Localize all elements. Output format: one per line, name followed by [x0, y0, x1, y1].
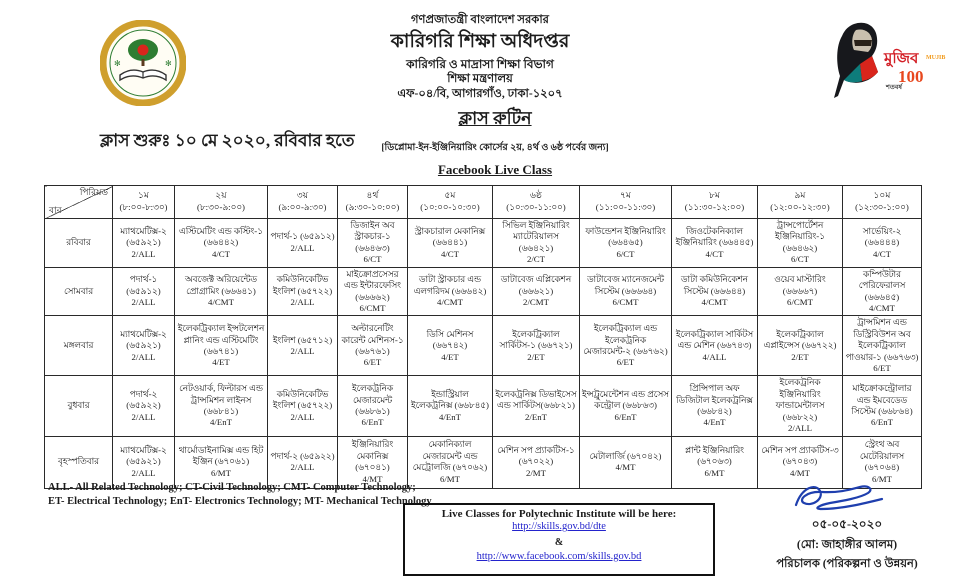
table-row [45, 376, 922, 436]
division-line: কারিগরি ও মাদ্রাসা শিক্ষা বিভাগ [406, 56, 554, 71]
subject-name: পদার্থ-১ (৬৫৯১২) [270, 231, 335, 242]
period-name: ২য় [215, 190, 227, 201]
subject-name: মেশিন সপ প্র্যাকটিস-৩ (৬৭০৪৩) [761, 444, 839, 467]
subject-name: ডাটা কমিউনিকেশন সিস্টেম (৬৬৬৪৪) [681, 274, 748, 296]
subject-name: ম্যাথমেটিক্স-২ (৬৫৯২১) [120, 225, 167, 248]
class-cell [493, 267, 580, 316]
class-cell [580, 376, 672, 436]
subject-name: পদার্থ-১ (৬৫৯১২) [126, 274, 161, 296]
semester-technology: 4/CT [211, 248, 231, 259]
semester-technology: 4/MT [362, 473, 383, 484]
semester-technology: 6/EnT [614, 411, 637, 422]
class-cell [580, 267, 672, 316]
class-cell [408, 316, 493, 376]
subject-name: ইলেকট্রিক্যাল এন্ড ইলেকট্রনিক মেজারমেন্ট-২ (৬৬৭৬২) [583, 323, 668, 356]
subject-name: পদার্থ-২ (৬৫৯২২) [270, 450, 335, 461]
dte-logo [100, 20, 186, 106]
subject-name: ইংলিশ (৬৫৭১২) [272, 334, 333, 345]
class-cell [175, 376, 268, 436]
semester-technology: 4/CMT [437, 297, 463, 308]
class-cell [175, 267, 268, 316]
class-cell [113, 376, 175, 436]
class-cell [408, 267, 493, 316]
class-start-note: ক্লাস শুরুঃ ১০ মে ২০২০, রবিবার হতে [100, 131, 355, 151]
day-label: বুধবার [45, 376, 113, 436]
facebook-live-label: Facebook Live Class [437, 162, 553, 178]
routine-body [45, 219, 922, 489]
semester-technology: 4/CMT [869, 302, 895, 313]
subject-name: কমিউনিকেটিভ ইংলিশ (৬৫৭২২) [272, 388, 333, 411]
class-cell [175, 219, 268, 268]
class-cell [493, 316, 580, 376]
period-name: ৩য় [296, 190, 309, 201]
semester-technology: 2/ALL [290, 242, 315, 253]
semester-technology: 2/ALL [788, 423, 812, 434]
mujib-word-en: MUJIB [926, 55, 946, 61]
semester-technology: 2/CMT [523, 297, 549, 308]
subject-name: ইলেকট্রিক্যাল ইন্সটলেশন প্লানিং এন্ড এস্টিমেটিং (৬৬৭৪১) [177, 323, 265, 356]
semester-technology: 2/ALL [290, 462, 315, 473]
semester-technology: 6/CT [363, 254, 382, 265]
period-name: ৯ম [794, 190, 806, 201]
period-header-9 [758, 186, 843, 219]
table-row [45, 267, 922, 316]
class-cell [113, 219, 175, 268]
day-label: বৃহস্পতিবার [45, 436, 113, 488]
semester-technology: 4/CT [705, 248, 724, 259]
day-label: সোমবার [45, 267, 113, 316]
subject-name: এস্টিমেটিং এন্ড কস্টিং-১ (৬৬৪৪২) [179, 225, 263, 248]
subject-name: প্লান্ট ইঞ্জিনিয়ারিং (৬৭০৬৩) [685, 444, 744, 467]
semester-technology: 6/CT [616, 248, 635, 259]
period-header-2 [175, 186, 268, 219]
subject-name: ডাটা স্ট্রাকচার এন্ড এলগরিদম (৬৬৬৪২) [413, 274, 487, 296]
semester-technology: 4/CT [872, 248, 892, 259]
subject-name: ইলেকট্রিক্যাল সার্কিটস-১ (৬৬৭২১) [499, 328, 573, 351]
day-label: রবিবার [45, 219, 113, 268]
semester-technology: 4/CT [440, 248, 460, 259]
semester-technology: 6/ET [616, 357, 635, 368]
skills-gov-link[interactable]: http://skills.gov.bd/dte [512, 521, 606, 532]
semester-technology: 6/MT [704, 467, 725, 478]
subject-name: মাইক্রোকন্ট্রোলার এন্ড ইমবেডেড সিস্টেম (৬৬৮৬৪) [851, 383, 913, 417]
day-label: মঙ্গলবার [45, 316, 113, 376]
period-name: ৬ষ্ঠ [530, 190, 542, 201]
period-header-7 [580, 186, 672, 219]
subject-name: ইলেকট্রনিক ইঞ্জিনিয়ারিং ফান্ডামেন্টালস (৬৬৮২২) [775, 377, 825, 422]
semester-technology: 4/EnT [439, 411, 461, 422]
semester-technology: 4/ET [441, 351, 459, 362]
subject-name: কম্পিউটার পেরিফেরালস (৬৬৬৪৫) [858, 268, 906, 302]
page-subtitle: [ডিপ্লোমা-ইন-ইঞ্জিনিয়ারিং কোর্সের ২য়, ৪র্থ ও ৬ষ্ঠ পর্বের জন্য] [381, 143, 609, 154]
subject-name: মেশিন সপ প্র্যাকটিস-১ (৬৭০২২) [497, 444, 575, 467]
semester-technology: 4/MT [789, 467, 811, 478]
subject-name: নেটওয়ার্ক, ফিল্টারস এন্ড ট্রান্সমিশন লাইনস (৬৬৮৪১) [179, 383, 263, 417]
class-cell [580, 316, 672, 376]
subject-name: ইন্সট্রুমেন্টেশন এন্ড প্রসেস কন্ট্রোল (৬৬৮৬৩) [582, 388, 669, 411]
period-time: (১০:৩০-১১:০০) [506, 202, 566, 213]
signature-block [752, 479, 942, 574]
class-cell [758, 376, 843, 436]
mujib-100: 100 [898, 67, 924, 86]
facebook-link[interactable]: http://www.facebook.com/skills.gov.bd [476, 551, 642, 562]
subject-name: ডিজাইন অব স্ট্রাকচার-১ (৬৬৪৬৩) [350, 220, 395, 253]
class-cell [268, 219, 338, 268]
subject-name: ফাউন্ডেশন ইঞ্জিনিয়ারিং (৬৬৪৬৫) [585, 225, 666, 248]
semester-technology: 6/EnT [361, 417, 384, 428]
subject-name: ম্যাথমেটিক্স-২ (৬৫৯২১) [120, 328, 167, 351]
subject-name: সার্ভেয়িং-২ (৬৬৪৪৪) [862, 225, 902, 248]
class-cell [493, 376, 580, 436]
class-cell [338, 267, 408, 316]
subject-name: মাইক্রোপ্রসেসর এন্ড ইন্টারফেসিং (৬৬৬৬২) [344, 268, 401, 302]
semester-technology: 2/CT [526, 254, 546, 265]
class-cell [672, 219, 758, 268]
period-header-5 [408, 186, 493, 219]
subject-name: ইন্ডাস্ট্রিয়াল ইলেকট্রনিক্স (৬৬৮৪৫) [411, 388, 489, 411]
subject-name: থার্মোডাইনামিক্স এন্ড হিট ইঞ্জিন (৬৭০৬১) [178, 444, 264, 467]
subject-name: মেকানিক্যাল মেজারমেন্ট এন্ড মেট্রোলজি (৬৭০৬২) [412, 439, 488, 473]
semester-technology: 2/ALL [131, 351, 156, 362]
class-cell [175, 316, 268, 376]
period-time: (১১:০০-১১:৩০) [595, 202, 656, 213]
subject-name: কমিউনিকেটিভ ইংলিশ (৬৫৭২২) [272, 274, 333, 296]
subject-name: ডাটাবেজ এপ্লিকেশন (৬৬৬২১) [500, 274, 572, 296]
semester-technology: 4/EnT [210, 417, 232, 428]
semester-technology: 4/EnT [703, 417, 726, 428]
subject-name: স্ট্রেংথ অব মেটেরিয়ালস (৬৭০৬৪) [859, 439, 905, 473]
semester-technology: 6/CMT [787, 297, 813, 308]
class-cell [672, 376, 758, 436]
subject-name: জিওটেকনিক্যাল ইঞ্জিনিয়ারিং (৬৬৪৪৫) [675, 225, 754, 248]
semester-technology: 2/ALL [131, 297, 156, 308]
period-name: ১০ম [873, 190, 891, 201]
subject-name: মেটালার্জি (৬৭০৪২) [589, 450, 662, 461]
semester-technology: 6/CMT [612, 297, 639, 308]
technology-legend [48, 481, 432, 509]
class-cell [268, 267, 338, 316]
routine-table [44, 185, 922, 489]
signature-name: (মো: জাহাঙ্গীর আলম) [796, 539, 898, 551]
period-header-3 [268, 186, 338, 219]
corner-cell [45, 186, 113, 219]
class-cell [493, 219, 580, 268]
mujib-shotoborsho: শতবর্ষ [886, 84, 902, 91]
semester-technology: 6/ET [873, 363, 891, 374]
mujib100-logo [832, 16, 944, 102]
class-cell [758, 267, 843, 316]
corner-day-label: বার [49, 205, 62, 216]
period-header-6 [493, 186, 580, 219]
subject-name: ডিসি মেশিনস (৬৬৭৪২) [426, 328, 474, 351]
period-time: (৮:০০-৮:৩০) [119, 202, 168, 213]
class-cell [758, 316, 843, 376]
class-cell [113, 267, 175, 316]
semester-technology: 4/MT [615, 462, 636, 473]
corner-period-label: পিরিয়ড [79, 187, 108, 197]
class-cell [580, 219, 672, 268]
org-name: কারিগরি শিক্ষা অধিদপ্তর [390, 30, 570, 52]
semester-technology: 4/CMT [208, 297, 234, 308]
signature-title: পরিচালক (পরিকল্পনা ও উন্নয়ন) [776, 558, 918, 570]
semester-technology: 6/MT [871, 473, 893, 484]
semester-technology: 4/ET [212, 357, 230, 368]
class-cell [843, 316, 922, 376]
class-cell [843, 267, 922, 316]
class-cell [843, 376, 922, 436]
class-cell [268, 316, 338, 376]
class-cell [338, 316, 408, 376]
subject-name: ইলেকট্রিক্যাল এপ্লাইন্সেস (৬৬৭২২) [763, 328, 837, 351]
period-time: (১২:০০-১২:৩০) [770, 202, 830, 213]
government-line: গণপ্রজাতন্ত্রী বাংলাদেশ সরকার [410, 14, 550, 26]
period-name: ৪র্থ [366, 190, 379, 201]
semester-technology: 2/ALL [131, 467, 156, 478]
class-cell [113, 316, 175, 376]
semester-technology: 2/ALL [131, 411, 156, 422]
subject-name: ইলেকট্রনিক্স ডিভাইসেস এন্ড সার্কিটস(৬৬৮২১) [495, 388, 577, 411]
table-row [45, 316, 922, 376]
period-time: (৮:৩০-৯:০০) [197, 202, 245, 213]
svg-text:✻: ✻ [165, 59, 172, 68]
period-time: (১২:৩০-১:০০) [855, 202, 909, 213]
class-cell [408, 376, 493, 436]
subject-name: ওয়েব মাস্টারিং (৬৬৬৬৭) [774, 274, 826, 296]
page-title: ক্লাস রুটিন [458, 108, 532, 129]
signature-date: ০৫-০৫-২০২০ [811, 517, 883, 531]
legend-line-1: ALL- All Related Technology; CT-Civil Technology; CMT- Computer Technology; [48, 482, 416, 493]
signature-icon [782, 479, 912, 515]
class-cell [338, 219, 408, 268]
semester-technology: 2/ALL [290, 411, 315, 422]
period-header-10 [843, 186, 922, 219]
semester-technology: 6/MT [210, 467, 232, 478]
semester-technology: 6/EnT [871, 417, 893, 428]
semester-technology: 6/CMT [359, 302, 386, 313]
period-name: ৫ম [444, 190, 456, 201]
mujib100-logo-text [884, 51, 946, 92]
class-cell [672, 316, 758, 376]
semester-technology: 2/ET [791, 351, 809, 362]
subject-name: ইঞ্জিনিয়ারিং মেকানিক্স (৬৭০৪১) [351, 439, 394, 473]
semester-technology: 2/EnT [525, 411, 547, 422]
semester-technology: 4/CMT [701, 297, 728, 308]
subject-name: সিভিল ইঞ্জিনিয়ারিং ম্যাটেরিয়ালস (৬৬৪২১) [502, 220, 570, 253]
period-header-8 [672, 186, 758, 219]
table-row [45, 219, 922, 268]
semester-technology: 4/ALL [702, 351, 727, 362]
period-time: (১০:০০-১০:৩০) [420, 202, 480, 213]
class-cell [338, 376, 408, 436]
live-classes-box [403, 503, 715, 576]
footer [0, 479, 960, 583]
live-box-title: Live Classes for Polytechnic Institute will be here: [441, 508, 677, 520]
ministry-line: শিক্ষা মন্ত্রণালয় [447, 73, 513, 86]
subject-name: স্ট্রাকচারাল মেকানিক্স (৬৬৪৪১) [414, 225, 486, 248]
subject-name: ম্যাথমেটিক্স-২ (৬৫৯২১) [120, 444, 167, 467]
period-time: (১১:৩০-১২:০০) [684, 202, 745, 213]
subject-name: অল্টারনেটিং কারেন্ট মেশিনস-১ (৬৬৭৬১) [341, 323, 404, 356]
class-cell [758, 219, 843, 268]
class-cell [408, 219, 493, 268]
semester-technology: 2/ALL [131, 248, 156, 259]
subject-name: অবজেক্ট অরিয়েন্টেড প্রোগ্রামিং (৬৬৬৪১) [184, 274, 258, 296]
subject-name: পদার্থ-২ (৬৫৯২২) [126, 388, 161, 411]
subject-name: ইলেকট্রনিক মেজারমেন্ট (৬৬৮৬১) [352, 383, 393, 417]
ampersand: & [554, 537, 564, 548]
period-time: (৯:৩০-১০:০০) [345, 202, 400, 213]
semester-technology: 2/ALL [290, 345, 315, 356]
semester-technology: 2/ET [527, 351, 545, 362]
semester-technology: 6/MT [439, 473, 461, 484]
title-row [0, 106, 960, 178]
address-line: এফ-০৪/বি, আগারগাঁও, ঢাকা-১২০৭ [397, 88, 563, 101]
class-cell [843, 219, 922, 268]
semester-technology: 6/ET [363, 357, 382, 368]
subject-name: ট্রান্সপোর্টেশন ইঞ্জিনিয়ারিং-১ (৬৬৪৬২) [775, 220, 825, 253]
period-time: (৯:০০-৯:৩০) [278, 202, 327, 213]
period-name: ১ম [137, 190, 150, 201]
mujib-word: মুজিব [884, 51, 919, 67]
period-name: ৮ম [708, 190, 721, 201]
subject-name: ট্রান্সমিশন এন্ড ডিস্ট্রিবিউশন অব ইলেকট্রিক্যাল পাওয়ার-১ (৬৬৭৬৩) [845, 317, 919, 362]
subject-name: ডাটাবেজ ম্যানেজমেন্ট সিস্টেম (৬৬৬৬৪) [587, 274, 664, 296]
semester-technology: 2/MT [525, 467, 547, 478]
period-header-4 [338, 186, 408, 219]
subject-name: প্রিন্সিপাল অফ ডিজিটাল ইলেকট্রনিক্স (৬৬৮৪২) [676, 383, 753, 417]
semester-technology: 2/ALL [290, 297, 315, 308]
period-header-1 [113, 186, 175, 219]
class-cell [268, 376, 338, 436]
svg-text:✻: ✻ [114, 59, 121, 68]
semester-technology: 6/CT [790, 254, 810, 265]
legend-line-2: ET- Electrical Technology; EnT- Electronics Technology; MT- Mechanical Technology [48, 496, 432, 508]
period-name: ৭ম [619, 190, 632, 201]
subject-name: ইলেকট্রিক্যাল সার্কিটস এন্ড মেশিন (৬৬৭৪৩) [675, 328, 754, 351]
class-cell [672, 267, 758, 316]
